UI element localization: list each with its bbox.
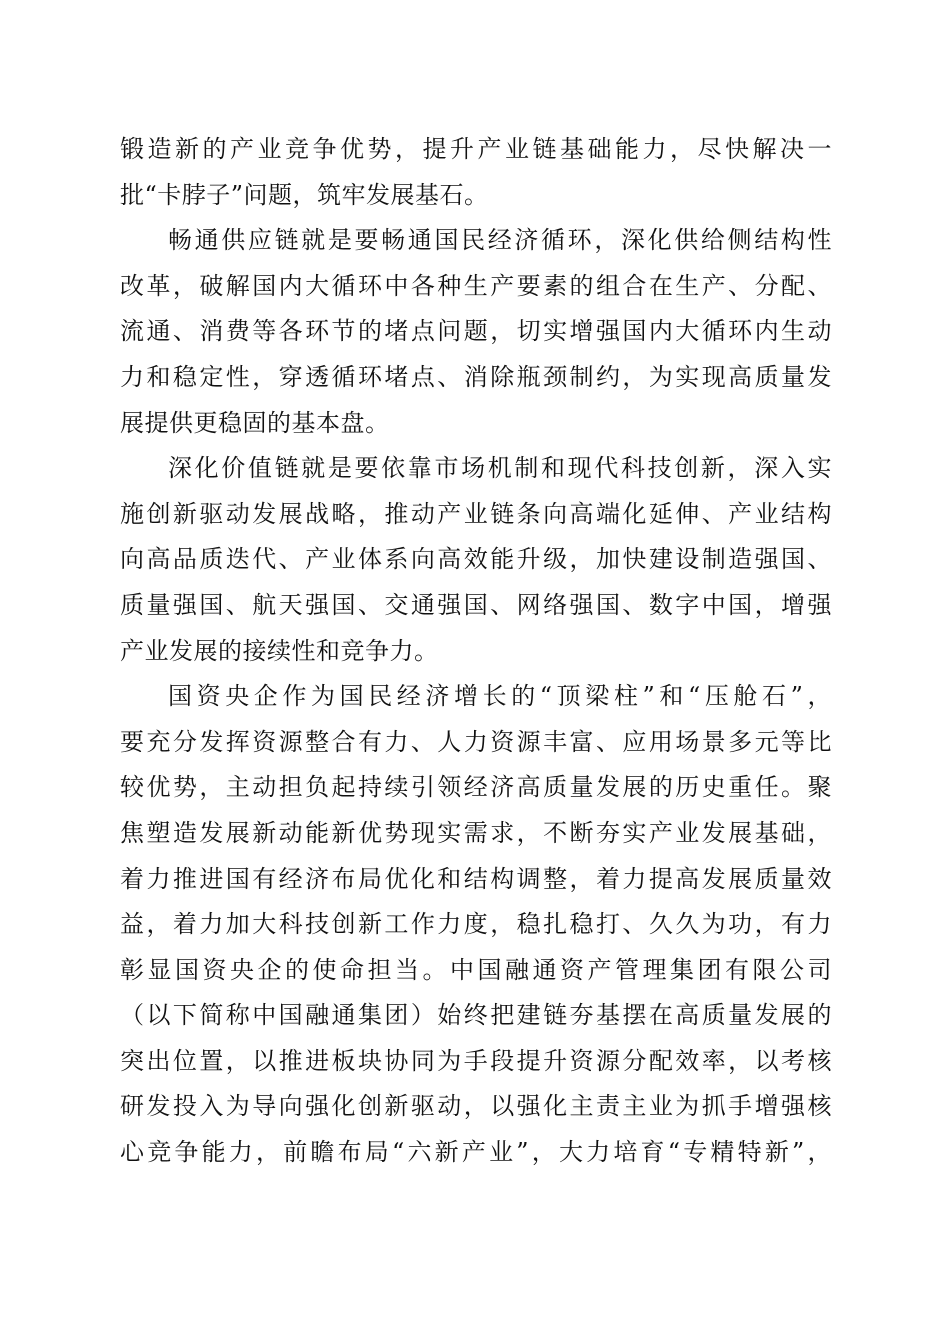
text-line: 国资央企作为国民经济增长的“顶梁柱”和“压舱石”，: [168, 682, 832, 711]
paragraph: [120, 446, 832, 674]
text-line: 心竞争能力，前瞻布局“六新产业”，大力培育“专精特新”，: [120, 1138, 832, 1167]
paragraph: [120, 218, 832, 446]
document-body: [120, 127, 832, 1176]
text-line: 展提供更稳固的基本盘。: [120, 408, 390, 437]
text-line: 改革，破解国内大循环中各种生产要素的组合在生产、分配、: [120, 271, 832, 300]
text-line: 流通、消费等各环节的堵点问题，切实增强国内大循环内生动: [120, 317, 832, 346]
text-line: 畅通供应链就是要畅通国民经济循环，深化供给侧结构性: [168, 226, 832, 255]
paragraph: [120, 127, 832, 218]
paragraph: [120, 674, 832, 1176]
text-line: 着力推进国有经济布局优化和结构调整，着力提高发展质量效: [120, 864, 832, 893]
text-line: 批“卡脖子”问题，筑牢发展基石。: [120, 180, 489, 209]
text-line: 施创新驱动发展战略，推动产业链条向高端化延伸、产业结构: [120, 499, 832, 528]
text-line: 深化价值链就是要依靠市场机制和现代科技创新，深入实: [168, 454, 832, 483]
text-line: 彰显国资央企的使命担当。中国融通资产管理集团有限公司: [120, 955, 832, 984]
text-line: 向高品质迭代、产业体系向高效能升级，加快建设制造强国、: [120, 545, 832, 574]
text-line: 产业发展的接续性和竞争力。: [120, 636, 439, 665]
text-line: 焦塑造发展新动能新优势现实需求，不断夯实产业发展基础，: [120, 818, 832, 847]
text-line: 突出位置，以推进板块协同为手段提升资源分配效率，以考核: [120, 1046, 832, 1075]
text-line: 锻造新的产业竞争优势，提升产业链基础能力，尽快解决一: [120, 135, 832, 163]
text-line: 要充分发挥资源整合有力、人力资源丰富、应用场景多元等比: [120, 727, 832, 756]
text-line: 质量强国、航天强国、交通强国、网络强国、数字中国，增强: [120, 590, 832, 619]
text-line: （以下简称中国融通集团）始终把建链夯基摆在高质量发展的: [120, 1001, 832, 1030]
text-line: 力和稳定性，穿透循环堵点、消除瓶颈制约，为实现高质量发: [120, 362, 832, 391]
text-line: 较优势，主动担负起持续引领经济高质量发展的历史重任。聚: [120, 773, 832, 802]
text-line: 益，着力加大科技创新工作力度，稳扎稳打、久久为功，有力: [120, 910, 832, 939]
text-line: 研发投入为导向强化创新驱动，以强化主责主业为抓手增强核: [120, 1092, 832, 1121]
